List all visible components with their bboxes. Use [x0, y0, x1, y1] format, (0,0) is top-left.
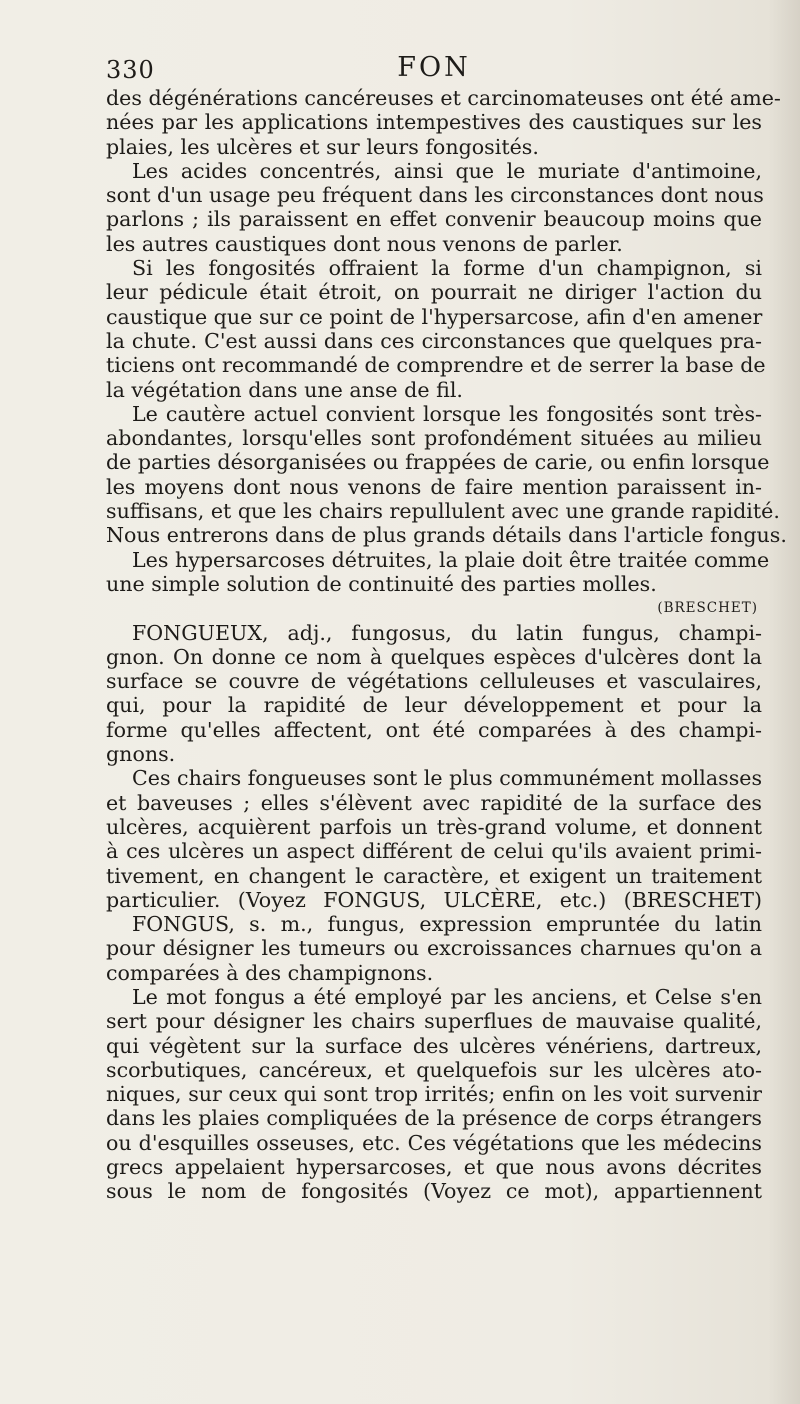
text-line: leur pédicule était étroit, on pourrait ne diriger l'action du: [106, 280, 762, 305]
text-line: caustique que sur ce point de l'hypersarcose, afin d'en amener: [106, 304, 763, 329]
text-line: les autres caustiques dont nous venons de parler.: [106, 231, 623, 256]
text-line: particulier. (Voyez FONGUS, ULCÈRE, etc.) (BRESCHET): [106, 887, 762, 912]
text-line: abondantes, lorsqu'elles sont profondément situées au milieu: [106, 426, 762, 451]
text-line: Si les fongosités offraient la forme d'un champignon, si: [132, 256, 762, 281]
text-line: pour désigner les tumeurs ou excroissances charnues qu'on a: [106, 936, 762, 961]
text-line: surface se couvre de végétations celluleuses et vasculaires,: [106, 669, 762, 694]
page-header: [106, 52, 762, 86]
text-line: gnons.: [106, 742, 176, 767]
text-line: de parties désorganisées ou frappées de carie, ou enfin lorsque: [106, 450, 770, 475]
text-line: qui végètent sur la surface des ulcères vénériens, dartreux,: [106, 1033, 762, 1058]
text-line: FONGUS, s. m., fungus, expression empruntée du latin: [132, 912, 762, 937]
text-line: gnon. On donne ce nom à quelques espèces d'ulcères dont la: [106, 644, 762, 669]
text-line: une simple solution de continuité des parties molles.: [106, 571, 657, 596]
text-line: Le cautère actuel convient lorsque les fongosités sont très-: [132, 401, 762, 426]
text-line: forme qu'elles affectent, ont été comparées à des champi-: [106, 717, 762, 742]
text-line: tivement, en changent le caractère, et exigent un traitement: [106, 863, 762, 888]
page-number: 330: [106, 56, 155, 84]
text-line: Nous entrerons dans de plus grands détails dans l'article fongus.: [106, 523, 787, 548]
text-line: sont d'un usage peu fréquent dans les circonstances dont nous: [106, 183, 764, 208]
text-line: la chute. C'est aussi dans ces circonstances que quelques pra-: [106, 328, 762, 353]
text-line: Ces chairs fongueuses sont le plus communément mollasses: [132, 766, 763, 791]
text-line: comparées à des champignons.: [106, 960, 434, 985]
text-line: niques, sur ceux qui sont trop irrités; enfin on les voit survenir: [106, 1082, 762, 1107]
text-line: ou d'esquilles osseuses, etc. Ces végétations que les médecins: [106, 1130, 762, 1155]
text-line: qui, pour la rapidité de leur développement et pour la: [106, 693, 762, 718]
text-line: suffisans, et que les chairs repullulent avec une grande rapidité.: [106, 499, 780, 524]
body-text: [106, 86, 787, 1204]
text-line: scorbutiques, cancéreux, et quelquefois sur les ulcères ato-: [106, 1057, 762, 1082]
text-line: grecs appelaient hypersarcoses, et que nous avons décrites: [106, 1155, 762, 1180]
running-head: FON: [397, 52, 471, 83]
text-line: la végétation dans une anse de fil.: [106, 377, 463, 402]
text-line: les moyens dont nous venons de faire mention paraissent in-: [106, 474, 762, 499]
text-line: Les hypersarcoses détruites, la plaie doit être traitée comme: [132, 547, 770, 572]
text-line: dans les plaies compliquées de la présence de corps étrangers: [106, 1106, 762, 1131]
text-line: Le mot fongus a été employé par les anciens, et Celse s'en: [132, 984, 762, 1009]
text-line: sert pour désigner les chairs superflues de mauvaise qualité,: [106, 1009, 762, 1034]
text-line: Les acides concentrés, ainsi que le muriate d'antimoine,: [132, 158, 762, 183]
text-line: à ces ulcères un aspect différent de celui qu'ils avaient primi-: [106, 839, 762, 864]
text-line: plaies, les ulcères et sur leurs fongosités.: [106, 134, 539, 159]
text-line: nées par les applications intempestives des caustiques sur les: [106, 110, 762, 135]
text-line: ticiens ont recommandé de comprendre et de serrer la base de: [106, 353, 766, 378]
text-line: parlons ; ils paraissent en effet convenir beaucoup moins que: [106, 207, 762, 232]
text-block-fongueux-fongus: [106, 621, 762, 1204]
text-line: FONGUEUX, adj., fungosus, du latin fungus, champi-: [132, 620, 762, 645]
text-line: ulcères, acquièrent parfois un très-grand volume, et donnent: [106, 814, 762, 839]
author-signature: (BRESCHET): [657, 600, 758, 617]
text-line: des dégénérations cancéreuses et carcinomateuses ont été ame-: [106, 86, 781, 110]
text-block-fongosites: [106, 86, 787, 596]
text-line: sous le nom de fongosités (Voyez ce mot), appartiennent: [106, 1179, 762, 1204]
text-line: et baveuses ; elles s'élèvent avec rapidité de la surface des: [106, 790, 762, 815]
